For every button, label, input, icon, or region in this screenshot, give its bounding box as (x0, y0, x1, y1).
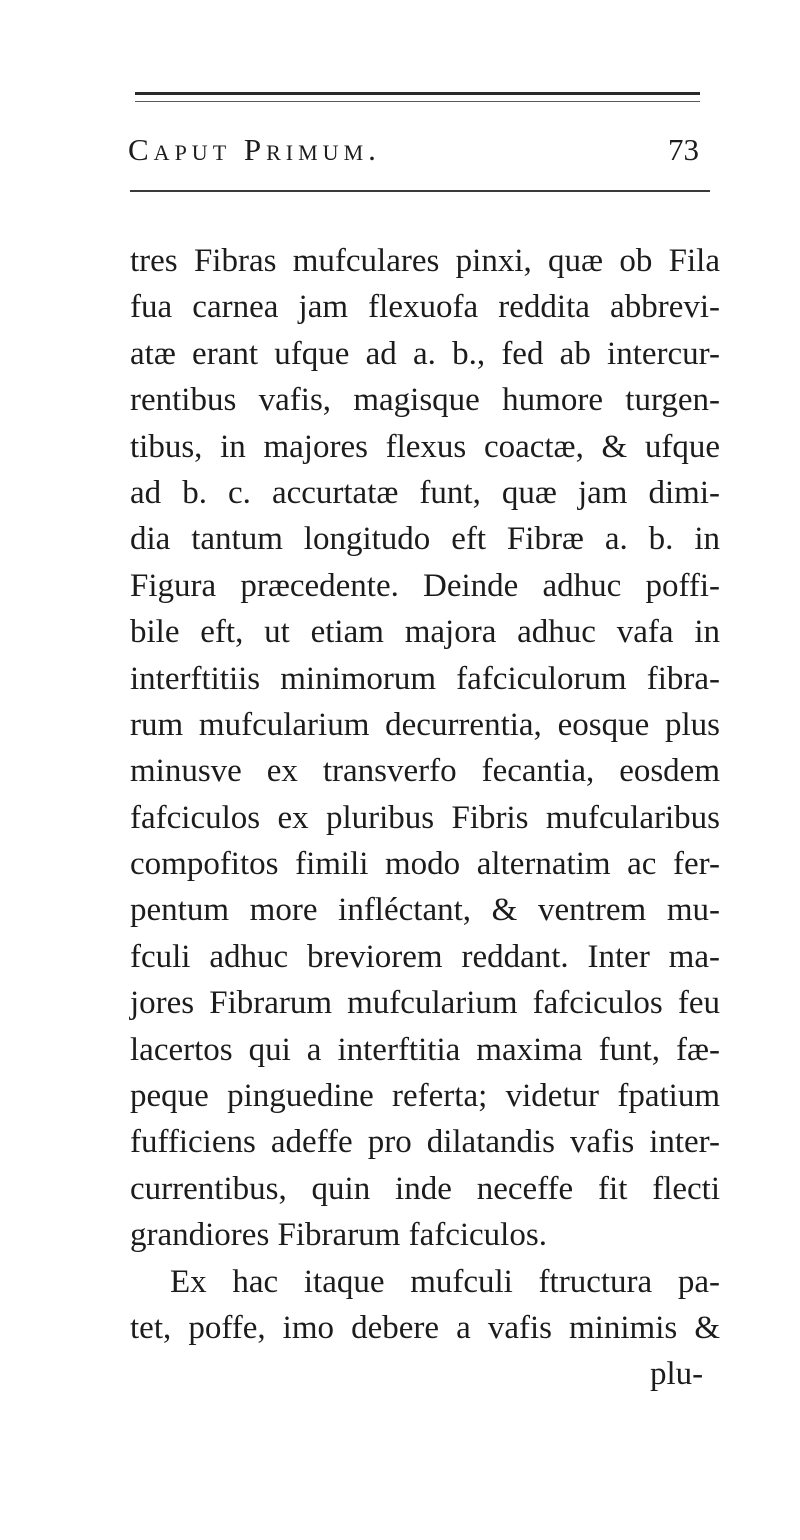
text-line: atæ erant ufque ad a. b., fed ab intercur- (130, 335, 720, 372)
text-line: peque pinguedine referta; videtur fpatium (130, 1078, 720, 1115)
text-line: minusve ex transverfo fecantia, eosdem (130, 753, 720, 790)
text-line: fculi adhuc breviorem reddant. Inter ma- (130, 938, 720, 975)
text-line: fufficiens adeffe pro dilatandis vafis inter- (130, 1124, 720, 1161)
text-line: rentibus vafis, magisque humore turgen- (130, 382, 720, 419)
text-line: fafciculos ex pluribus Fibris mufcularibus (130, 799, 720, 836)
text-line: currentibus, quin inde neceffe fit flecti (130, 1170, 720, 1207)
text-line: bile eft, ut etiam majora adhuc vafa in (130, 614, 720, 651)
text-line: grandiores Fibrarum fafciculos. (130, 1217, 547, 1254)
text-line: dia tantum longitudo eft Fibræ a. b. in (130, 521, 720, 558)
text-line: pentum more infléctant, & ventrem mu- (130, 892, 720, 929)
text-line: Figura præcedente. Deinde adhuc poffi- (130, 567, 720, 604)
text-line: lacertos qui a interftitia maxima funt, fæ- (130, 1031, 720, 1068)
page-number: 73 (668, 132, 699, 167)
text-line: rum mufcularium decurrentia, eosque plus (130, 706, 720, 743)
text-line: jores Fibrarum mufcularium fafciculos feu (130, 985, 720, 1022)
top-border-rule (135, 92, 700, 102)
running-head (0, 132, 800, 178)
text-line: Ex hac itaque mufculi ftructura pa- (170, 1263, 720, 1300)
text-line: fua carnea jam flexuofa reddita abbrevi- (130, 289, 720, 326)
text-line: ad b. c. accurtatæ funt, quæ jam dimi- (130, 474, 720, 511)
catchword: plu- (650, 1356, 704, 1393)
text-line: interftitiis minimorum fafciculorum fibra- (130, 660, 720, 697)
text-line: tibus, in majores flexus coactæ, & ufque (130, 428, 720, 465)
text-line: compofitos fimili modo alternatim ac fer- (130, 846, 720, 883)
header-rule (130, 190, 710, 192)
body-text (130, 238, 720, 1398)
text-line: tres Fibras mufculares pinxi, quæ ob Fila (130, 243, 720, 279)
text-line: tet, poffe, imo debere a vafis minimis & (130, 1309, 720, 1346)
running-title: Caput Primum. (128, 132, 381, 167)
